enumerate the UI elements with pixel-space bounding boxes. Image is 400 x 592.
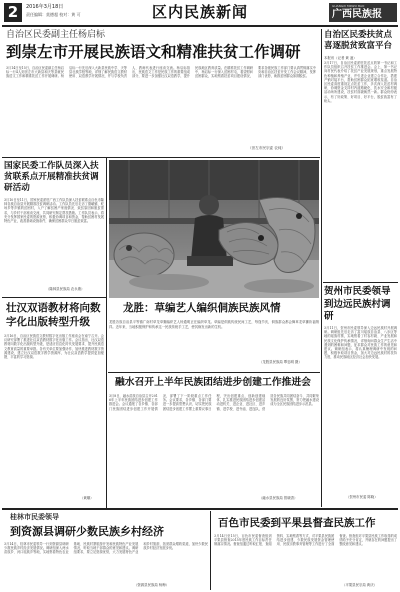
section-title: 区内民族新闻 — [152, 3, 249, 21]
left-top-byline: （隆林县民族局 农永康） — [46, 287, 85, 291]
lead-headline: 到崇左市开展民族语文和精准扶贫工作调研 — [6, 43, 301, 61]
page-number: 2 — [4, 3, 22, 22]
left-article-top — [4, 160, 104, 295]
lead-body: 3月14日至15日，自治区民委副主任杨启标一行4人到崇左市大新县和天等县就民族语文工作和精准扶贫工作开展调研。杨启标一行先后深入大新县民族中学、天等县壮族学校等地，详细了解民族语文教材使用、双语教学开展情况，并与学校负责人、教师代表进行座谈交流。杨启标指出，民族语文工作是民族工作的重要组成部分，要进一步加强壮汉双语教学，提升民族地区教育质量。在精准扶贫工作调研中，杨启标一行深入贫困村屯，看望慰问贫困群众，实地察看扶贫项目建设情况，要求各级民族工作部门要认真贯彻落实中央和自治区扶贫开发工作会议精神，发挥部门优势，助推贫困群众如期脱贫。 — [6, 66, 316, 79]
grass-weaving-photo — [109, 160, 319, 298]
right-mid-byline: （贺州市民委 陈晓） — [346, 495, 378, 499]
left-top-headline: 国家民委工作队员深入扶贫联系点开展精准扶贫调研活动 — [4, 161, 99, 193]
lead-article — [4, 29, 318, 155]
lead-byline: （崇左市民宗委 农纯） — [248, 146, 286, 150]
unity-body: 3月8日，融水苗族自治县召开2016年上半年民族团结进步创建工作推进会。会议通报了各乡镇、各部门民族团结进步创建工作开展情况，部署了下一阶段重点工作任务。会议要求，各乡镇、各部门要进一步提高思想认识，切实把民族团结进步创建工作摆上重要议事日程，突出创建重点，创新创建载体，扎实推进民族团结进步创建活动进机关、进企业、进社区、进乡镇、进学校、进寺庙、进连队，营造各民族共同团结奋斗、共同繁荣发展的良好氛围，努力把融水建设成为全区民族团结进步示范县。 — [109, 394, 319, 411]
paper-logo — [329, 3, 397, 22]
right-top-headline: 自治区民委扶贫点喜逐脱贫致富平台 — [324, 30, 393, 51]
lead-kicker: 自治区民委副主任杨启标 — [6, 30, 106, 40]
bottom-left-byline: （资源县民族局 杨梅） — [134, 583, 169, 587]
left-mid-body: 3月16日，自治区民族语文教材数字化出版工作座谈会在南宁召开。会议研究部署了推进壮汉双语教材数字化出版工作。会议指出，壮汉双语教材向数字化出版转型升级，是适应信息化时代发展要求、提升民族语文教育质量的重要举措。各有关单位要加强协作，加快推进教材数字资源建设，建立壮汉双语数字教学资源库，为壮汉双语教学提供更加便捷、丰富的学习资源。 — [4, 334, 104, 360]
right-article-mid — [324, 286, 397, 506]
bottom-left-kicker: 桂林市民委领导 — [10, 512, 59, 521]
issue-date: 2016年3月18日 — [26, 4, 64, 10]
bottom-left-body: 3月14日，桂林市民委领导一行到资源县调研少数民族乡村经济发展情况。调研组深入两水苗族乡、河口瑶族乡等地，实地察看特色农业基地、民族村寨旅游开发和民族特色产业发展情况，听取当地干部群众的意见和建议。调研组要求，要立足资源优势，大力发展特色产业和乡村旅游，拓宽群众增收渠道，加快少数民族乡村经济发展步伐。 — [4, 542, 208, 555]
bottom-right-byline: （平果县民宗局 黄庆） — [342, 583, 377, 587]
photo-credit: （龙胜县民族局 覃忠明 摄） — [259, 360, 302, 364]
photo-caption-body: 龙胜各族自治县平等镇广南村草龙草狮编织艺人杨通明正在编织草龙。草编是侗族传统民间工艺，每逢节庆，侗族群众都会舞草龙草狮祈福纳祥。近年来，当地积极保护和传承这一民族传统手工艺，使其焕发出新的生机。 — [109, 320, 319, 329]
editor-credit: 责任编辑：莫德超 校对：黄 可 — [26, 12, 81, 17]
left-article-mid — [4, 301, 104, 506]
bottom-right-body: 3月14日至15日，百色市民委督查组到平果县督查2015年度民族工作目标责任制落实情况。督查组通过听取汇报、查阅资料、实地察看等方式，对平果县民族团结进步创建、少数民族发展资金管理使用、民族宗教事务管理等工作进行了全面督查。督查组对平果县民族工作取得的成绩给予充分肯定，并就存在的问题提出了整改意见和建议。 — [214, 534, 397, 547]
right-article-top — [324, 29, 397, 279]
unity-headline: 融水召开上半年民族团结进步创建工作推进会 — [115, 377, 311, 388]
photo-feature — [109, 160, 319, 370]
bottom-right-headline: 百色市民委到平果县督查民族工作 — [218, 517, 376, 529]
left-top-body: 3月10日至11日，国家民委派驻广西工作队员深入扶贫联系点百色市隆林各族自治县开展精准扶贫调研活动。工作队员先后走访了德峨镇、蛇场乡等乡镇的贫困村，入户了解贫困户家庭情况、致贫原因和脱贫需求，与乡村干部座谈交流，共同研究制定帮扶措施。工作队员表示，将充分发挥国家民委的资源优势，积极协调项目和资金，帮助贫困村发展特色产业，改善基础设施条件，确保贫困群众早日脱贫致富。 — [4, 198, 104, 224]
unity-byline: （融水县民族局 曾晓香） — [259, 496, 298, 500]
paper-pinyin: GUANGXI MINZU BAO — [332, 4, 365, 8]
bottom-left-headline: 到资源县调研少数民族乡村经济 — [10, 525, 164, 538]
masthead — [2, 2, 398, 24]
photo-image — [109, 160, 319, 298]
right-top-byline: 本报讯（记者 黄 凌） — [324, 56, 357, 60]
bottom-right-article — [214, 512, 397, 590]
bottom-left-article — [4, 512, 208, 590]
paper-name: 广西民族报 — [332, 9, 382, 20]
unity-article — [109, 376, 319, 506]
right-top-body: 3月17日，自治区民委派驻扶贫点的第一书记和工作队员组织召开扶贫工作推进会。会上，第一书记向村民代表介绍了扶贫产业发展规划，重点发展特色种植和养殖产业，并引进企业建立合作社，搭建产销对接平台，帮助贫困群众拓宽增收渠道。自治区民委高度重视定点扶贫工作，多次深入扶贫村调研，协调资金支持村内道路硬化、饮水安全和村级活动场所建设，扶贫村面貌焕然一新。群众纷纷表示，有了好政策、好项目、好平台，脱贫致富有了盼头。 — [324, 61, 397, 103]
right-mid-body: 3月11日，贺州市民委领导深入边远民族村开展调研。调研组先后走访了富川瑶族自治县、八步区等地的瑶族村寨，实地察看了村容村貌、产业发展和民族文化保护传承情况，详细询问群众生产生活中遇到的困难和问题，征求群众对民族工作的意见和建议。调研组表示，将认真梳理调研中发现的问题，积极争取项目资金，加大对边远民族村的扶持力度，推动民族地区经济社会加快发展。 — [324, 326, 397, 360]
left-mid-headline: 壮汉双语教材将向数字化出版转型升级 — [6, 302, 101, 328]
photo-caption-title: 龙胜：草编艺人编织侗族民族风情 — [123, 302, 281, 314]
left-mid-byline: （黄顺） — [80, 496, 94, 500]
right-mid-headline: 贺州市民委领导到边远民族村调研 — [324, 286, 391, 322]
